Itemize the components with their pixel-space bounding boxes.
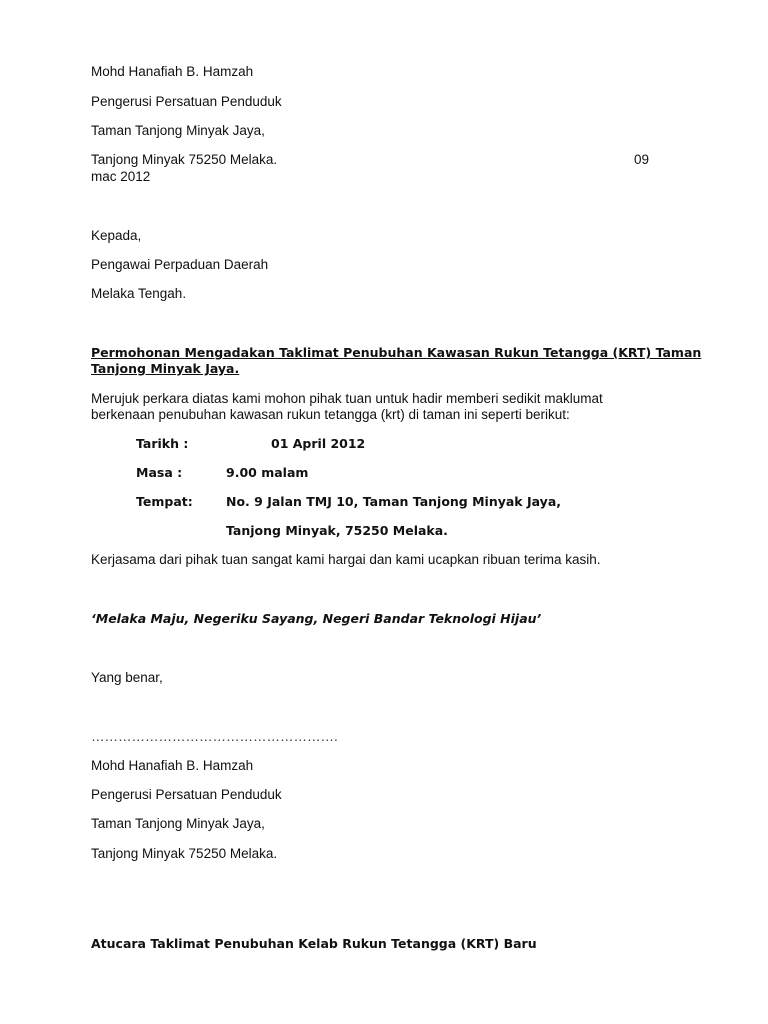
sender-address-line2: Tanjong Minyak 75250 Melaka. bbox=[91, 152, 278, 167]
recipient-office: Pengawai Perpaduan Daerah bbox=[91, 257, 269, 272]
recipient-area: Melaka Tengah. bbox=[91, 286, 187, 301]
subject-line2: Tanjong Minyak Jaya. bbox=[91, 361, 240, 376]
detail-place-value2: Tanjong Minyak, 75250 Melaka. bbox=[226, 523, 448, 538]
recipient-salutation: Kepada, bbox=[91, 228, 142, 243]
body-paragraph-line1: Merujuk perkara diatas kami mohon pihak tuan untuk hadir memberi sedikit maklumat bbox=[91, 391, 603, 406]
sender-address-line1: Taman Tanjong Minyak Jaya, bbox=[91, 123, 265, 138]
detail-time-label: Masa : bbox=[136, 465, 183, 480]
sender-title: Pengerusi Persatuan Penduduk bbox=[91, 94, 282, 109]
body-paragraph-line2: berkenaan penubuhan kawasan rukun tetangga (krt) di taman ini seperti berikut: bbox=[91, 407, 570, 422]
sender-name: Mohd Hanafiah B. Hamzah bbox=[91, 64, 254, 79]
detail-place-label: Tempat: bbox=[136, 494, 193, 509]
signoff-address-line1: Taman Tanjong Minyak Jaya, bbox=[91, 816, 265, 831]
detail-date-value: 01 April 2012 bbox=[271, 436, 366, 451]
motto: ‘Melaka Maju, Negeriku Sayang, Negeri Bandar Teknologi Hijau’ bbox=[91, 611, 542, 626]
detail-date-label: Tarikh : bbox=[136, 436, 189, 451]
closing-paragraph: Kerjasama dari pihak tuan sangat kami hargai dan kami ucapkan ribuan terima kasih. bbox=[91, 552, 601, 567]
date-month-year: mac 2012 bbox=[91, 169, 151, 184]
signoff-address-line2: Tanjong Minyak 75250 Melaka. bbox=[91, 846, 278, 861]
agenda-title: Atucara Taklimat Penubuhan Kelab Rukun Tetangga (KRT) Baru bbox=[91, 936, 537, 951]
detail-place-value1: No. 9 Jalan TMJ 10, Taman Tanjong Minyak Jaya, bbox=[226, 494, 562, 509]
subject-line1: Permohonan Mengadakan Taklimat Penubuhan Kawasan Rukun Tetangga (KRT) Taman bbox=[91, 345, 702, 360]
signoff-name: Mohd Hanafiah B. Hamzah bbox=[91, 758, 254, 773]
signoff-greeting: Yang benar, bbox=[91, 670, 163, 685]
detail-time-value: 9.00 malam bbox=[226, 465, 309, 480]
signoff-title: Pengerusi Persatuan Penduduk bbox=[91, 787, 282, 802]
date-day: 09 bbox=[634, 152, 650, 167]
signature-line: ………………………………………………. bbox=[91, 729, 338, 744]
